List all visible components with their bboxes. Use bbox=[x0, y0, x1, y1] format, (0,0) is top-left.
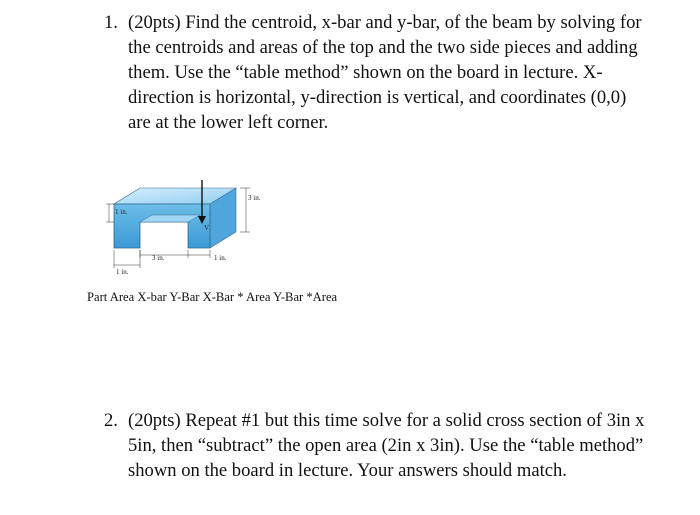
problem-1-number: 1. bbox=[104, 12, 118, 33]
leg-label: 1 in. bbox=[214, 254, 227, 262]
problem-1-text: (20pts) Find the centroid, x-bar and y-bar, of the beam by solving for the centroids and areas of the top and the two side pieces and adding them. Use the “table method” shown on the board in lecture. X-direction is horizontal, y-direction is vertical, and coordinates (0,0) are at the lower left corner. bbox=[128, 12, 642, 133]
bottom-label: 1 in. bbox=[116, 268, 129, 276]
problem-2-number: 2. bbox=[104, 410, 118, 431]
opening-label: 3 in. bbox=[152, 254, 165, 262]
problem-2-text: (20pts) Repeat #1 but this time solve for a solid cross section of 3in x 5in, then “subtract” the open area (2in x 3in). Use the “table method” shown on the board in lecture. Your answers should match. bbox=[128, 410, 645, 481]
leg-dimension bbox=[188, 250, 210, 258]
beam-figure bbox=[100, 178, 290, 278]
thickness-dimension bbox=[106, 204, 114, 222]
thickness-label: 1 in. bbox=[115, 208, 128, 216]
problem-2 bbox=[104, 408, 649, 483]
problem-1 bbox=[104, 10, 649, 135]
beam-cross-section bbox=[114, 204, 210, 248]
table-header: Part Area X-bar Y-Bar X-Bar * Area Y-Bar *Area bbox=[87, 290, 338, 304]
load-label: V bbox=[204, 224, 210, 232]
bottom-dimension bbox=[114, 250, 140, 268]
height-label: 3 in. bbox=[248, 194, 261, 202]
